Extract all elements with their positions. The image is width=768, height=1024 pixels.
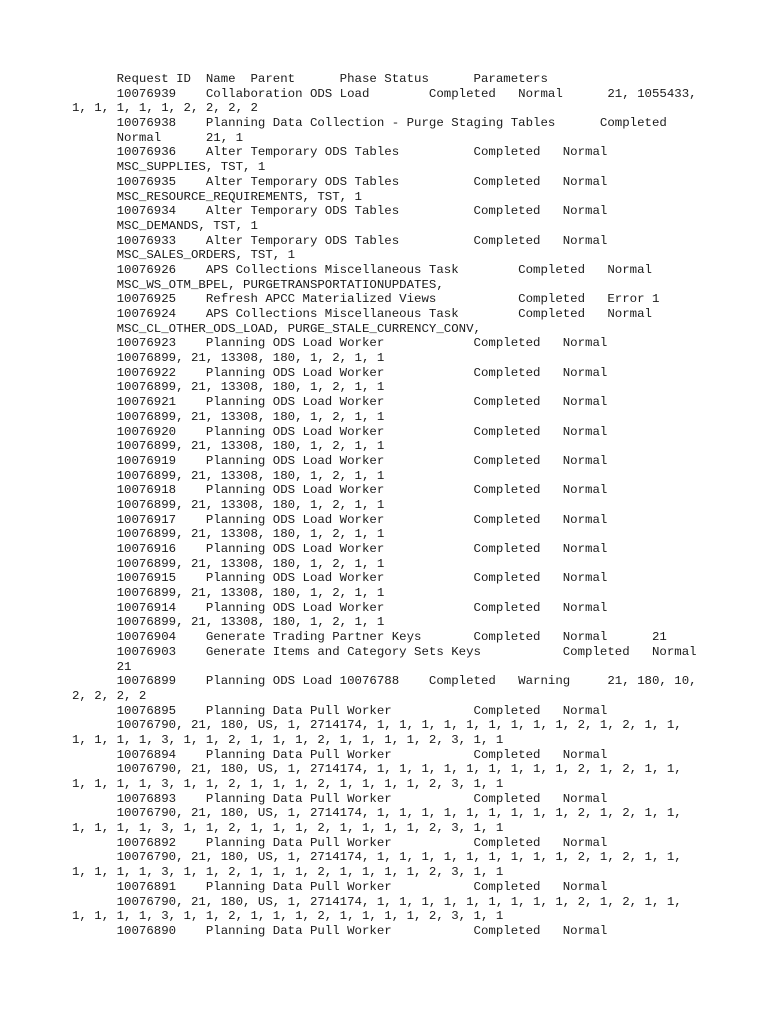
text-line: 10076921 Planning ODS Load Worker Completed Normal bbox=[72, 395, 608, 410]
text-line: 10076933 Alter Temporary ODS Tables Completed Normal bbox=[72, 233, 608, 248]
text-line: 10076894 Planning Data Pull Worker Completed Normal bbox=[72, 747, 608, 762]
text-line: MSC_DEMANDS, TST, 1 bbox=[72, 218, 258, 233]
text-line: 10076790, 21, 180, US, 1, 2714174, 1, 1, 1, 1, 1, 1, 1, 1, 1, 2, 1, 2, 1, 1, bbox=[72, 850, 682, 865]
text-line: 10076938 Planning Data Collection - Purge Staging Tables Completed bbox=[72, 116, 667, 131]
text-line: 10076914 Planning ODS Load Worker Completed Normal bbox=[72, 600, 608, 615]
text-line: 10076939 Collaboration ODS Load Completed Normal 21, 1055433, bbox=[72, 86, 697, 101]
text-line: MSC_CL_OTHER_ODS_LOAD, PURGE_STALE_CURRENCY_CONV, bbox=[72, 321, 481, 336]
text-line: 10076923 Planning ODS Load Worker Completed Normal bbox=[72, 336, 608, 351]
text-line: 10076899, 21, 13308, 180, 1, 2, 1, 1 bbox=[72, 556, 385, 571]
text-line: 10076922 Planning ODS Load Worker Completed Normal bbox=[72, 365, 608, 380]
text-line: 10076899, 21, 13308, 180, 1, 2, 1, 1 bbox=[72, 586, 385, 601]
text-line: 1, 1, 1, 1, 3, 1, 1, 2, 1, 1, 1, 2, 1, 1, 1, 1, 2, 3, 1, 1 bbox=[72, 865, 504, 880]
text-line: Request ID Name Parent Phase Status Parameters bbox=[72, 72, 548, 86]
text-line: 10076918 Planning ODS Load Worker Completed Normal bbox=[72, 483, 608, 498]
text-line: 10076925 Refresh APCC Materialized Views Completed Error 1 bbox=[72, 292, 660, 307]
text-line: 10076916 Planning ODS Load Worker Completed Normal bbox=[72, 542, 608, 556]
text-line: 10076790, 21, 180, US, 1, 2714174, 1, 1, 1, 1, 1, 1, 1, 1, 1, 2, 1, 2, 1, 1, bbox=[72, 806, 682, 821]
text-line: 10076915 Planning ODS Load Worker Completed Normal bbox=[72, 571, 608, 586]
text-line: 10076899, 21, 13308, 180, 1, 2, 1, 1 bbox=[72, 351, 385, 366]
text-line: 10076790, 21, 180, US, 1, 2714174, 1, 1, 1, 1, 1, 1, 1, 1, 1, 2, 1, 2, 1, 1, bbox=[72, 718, 682, 733]
text-line: MSC_WS_OTM_BPEL, PURGETRANSPORTATIONUPDATES, bbox=[72, 277, 444, 292]
text-line: 10076917 Planning ODS Load Worker Completed Normal bbox=[72, 512, 608, 527]
text-line: 10076920 Planning ODS Load Worker Completed Normal bbox=[72, 424, 608, 439]
text-line: 10076899, 21, 13308, 180, 1, 2, 1, 1 bbox=[72, 380, 385, 395]
text-line: 2, 2, 2, 2 bbox=[72, 688, 147, 703]
text-line: 10076904 Generate Trading Partner Keys Completed Normal 21 bbox=[72, 630, 667, 645]
text-line: 10076899, 21, 13308, 180, 1, 2, 1, 1 bbox=[72, 439, 385, 454]
text-line: 10076790, 21, 180, US, 1, 2714174, 1, 1, 1, 1, 1, 1, 1, 1, 1, 2, 1, 2, 1, 1, bbox=[72, 762, 682, 777]
text-line: 1, 1, 1, 1, 3, 1, 1, 2, 1, 1, 1, 2, 1, 1, 1, 1, 2, 3, 1, 1 bbox=[72, 777, 504, 791]
text-line: 10076890 Planning Data Pull Worker Completed Normal bbox=[72, 923, 608, 938]
text-line: MSC_RESOURCE_REQUIREMENTS, TST, 1 bbox=[72, 189, 362, 204]
text-line: 10076924 APS Collections Miscellaneous Task Completed Normal bbox=[72, 307, 652, 321]
text-line: 1, 1, 1, 1, 1, 2, 2, 2, 2 bbox=[72, 101, 258, 116]
text-line: 10076899, 21, 13308, 180, 1, 2, 1, 1 bbox=[72, 615, 385, 630]
text-line: MSC_SUPPLIES, TST, 1 bbox=[72, 160, 266, 175]
text-line: 10076899, 21, 13308, 180, 1, 2, 1, 1 bbox=[72, 497, 385, 512]
text-line: 10076936 Alter Temporary ODS Tables Completed Normal bbox=[72, 145, 608, 160]
text-line: 21 bbox=[72, 659, 132, 674]
text-line: 10076790, 21, 180, US, 1, 2714174, 1, 1, 1, 1, 1, 1, 1, 1, 1, 2, 1, 2, 1, 1, bbox=[72, 894, 682, 909]
text-line: 10076899 Planning ODS Load 10076788 Completed Warning 21, 180, 10, bbox=[72, 674, 697, 689]
text-line: 1, 1, 1, 1, 3, 1, 1, 2, 1, 1, 1, 2, 1, 1, 1, 1, 2, 3, 1, 1 bbox=[72, 732, 504, 747]
text-line: 1, 1, 1, 1, 3, 1, 1, 2, 1, 1, 1, 2, 1, 1, 1, 1, 2, 3, 1, 1 bbox=[72, 821, 504, 836]
text-line: 10076899, 21, 13308, 180, 1, 2, 1, 1 bbox=[72, 409, 385, 424]
text-line: MSC_SALES_ORDERS, TST, 1 bbox=[72, 248, 296, 263]
text-line: 10076903 Generate Items and Category Sets Keys Completed Normal bbox=[72, 644, 697, 659]
text-line: 10076926 APS Collections Miscellaneous Task Completed Normal bbox=[72, 262, 652, 277]
text-line: 10076935 Alter Temporary ODS Tables Completed Normal bbox=[72, 174, 608, 189]
text-line: 1, 1, 1, 1, 3, 1, 1, 2, 1, 1, 1, 2, 1, 1, 1, 1, 2, 3, 1, 1 bbox=[72, 909, 504, 924]
text-line: Normal 21, 1 bbox=[72, 130, 244, 145]
text-line: 10076919 Planning ODS Load Worker Completed Normal bbox=[72, 453, 608, 468]
text-line: 10076899, 21, 13308, 180, 1, 2, 1, 1 bbox=[72, 468, 385, 483]
text-line: 10076891 Planning Data Pull Worker Completed Normal bbox=[72, 879, 608, 894]
text-line: 10076899, 21, 13308, 180, 1, 2, 1, 1 bbox=[72, 527, 385, 542]
text-line: 10076934 Alter Temporary ODS Tables Completed Normal bbox=[72, 204, 608, 219]
text-line: 10076893 Planning Data Pull Worker Completed Normal bbox=[72, 791, 608, 806]
text-line: 10076895 Planning Data Pull Worker Completed Normal bbox=[72, 703, 608, 718]
text-line: 10076892 Planning Data Pull Worker Completed Normal bbox=[72, 835, 608, 850]
request-log-document bbox=[0, 72, 768, 939]
